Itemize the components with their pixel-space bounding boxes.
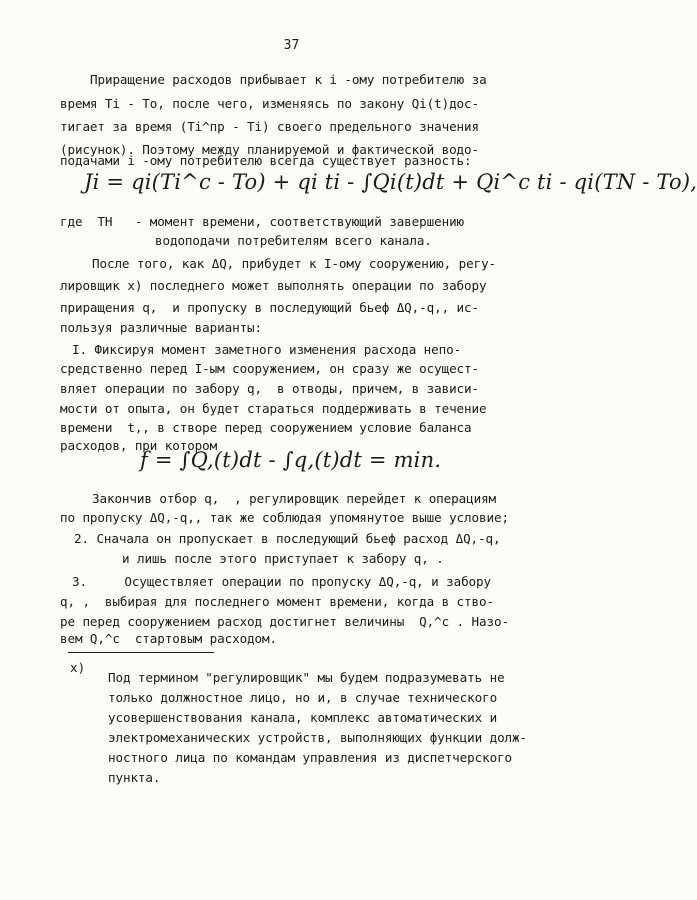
- text-line: мости от опыта, он будет стараться поддерживать в течение: [60, 401, 487, 416]
- formula-balance-difference: Ji = qi(Ti^c - To) + qi ti - ∫Qi(t)dt + Qi^c ti - qi(TN - To),: [84, 170, 697, 194]
- text-line: Закончив отбор q, , регулировщик перейдет к операциям: [92, 491, 497, 506]
- text-line: ре перед сооружением расход достигнет величины Q,^c . Назо-: [60, 614, 509, 629]
- text-line: (рисунок). Поэтому между планируемой и фактической водо-: [60, 142, 479, 157]
- text-line: по пропуску ΔQ,-q,, так же соблюдая упомянутое выше условие;: [60, 510, 509, 525]
- text-line: водоподачи потребителям всего канала.: [155, 233, 432, 248]
- footnote-line: усовершенствования канала, комплекс автоматических и: [108, 710, 498, 725]
- text-line: q, , выбирая для последнего момент времени, когда в ство-: [60, 594, 494, 609]
- text-line: и лишь после этого приступает к забору q, .: [122, 551, 444, 566]
- text-line: где TH - момент времени, соответствующий завершению: [60, 214, 465, 229]
- text-line: приращения q, и пропуску в последующий бьеф ΔQ,-q,, ис-: [60, 300, 479, 315]
- text-line: лировщик x) последнего может выполнять операции по забору: [60, 278, 487, 293]
- footnote-line: ностного лица по командам управления из диспетчерского: [108, 750, 513, 765]
- text-line: времени t,, в створе перед сооружением условие баланса: [60, 420, 472, 435]
- text-line: вем Q,^c стартовым расходом.: [60, 631, 277, 646]
- footnote-line: электромеханических устройств, выполняющих функции долж-: [108, 730, 527, 745]
- text-line: После того, как ΔQ, прибудет к I-ому сооружению, регу-: [92, 256, 497, 271]
- footnote-line: Под термином "регулировщик" мы будем подразумевать не: [108, 670, 505, 685]
- text-line: 3. Осуществляет операции по пропуску ΔQ,-q, и забору: [72, 574, 491, 589]
- text-line: 2. Сначала он пропускает в последующий бьеф расход ΔQ,-q,: [74, 531, 501, 546]
- text-line: I. Фиксируя момент заметного изменения расхода непо-: [72, 342, 462, 357]
- text-line: пользуя различные варианты:: [60, 320, 263, 335]
- text-line: расходов, при котором: [60, 438, 218, 453]
- footnote-line: пункта.: [108, 770, 161, 785]
- page-number: 37: [283, 38, 300, 53]
- text-line: вляет операции по забору q, в отводы, причем, в зависи-: [60, 381, 479, 396]
- text-line: тигает за время (Ti^пр - Ti) своего предельного значения: [60, 119, 479, 134]
- text-line: Приращение расходов прибывает к i -ому потребителю за: [90, 72, 487, 87]
- text-line: время Ti - To, после чего, изменяясь по закону Qi(t)дос-: [60, 96, 479, 111]
- footnote-line: только должностное лицо, но и, в случае технического: [108, 690, 498, 705]
- footnote-divider: [68, 652, 214, 653]
- footnote-marker: x): [70, 660, 86, 675]
- text-line: средственно перед I-ым сооружением, он сразу же осущест-: [60, 361, 479, 376]
- formula-min-condition: f = ∫Q,(t)dt - ∫q,(t)dt = min.: [140, 448, 442, 472]
- text-line: подачами i -ому потребителю всегда существует разность:: [60, 153, 472, 168]
